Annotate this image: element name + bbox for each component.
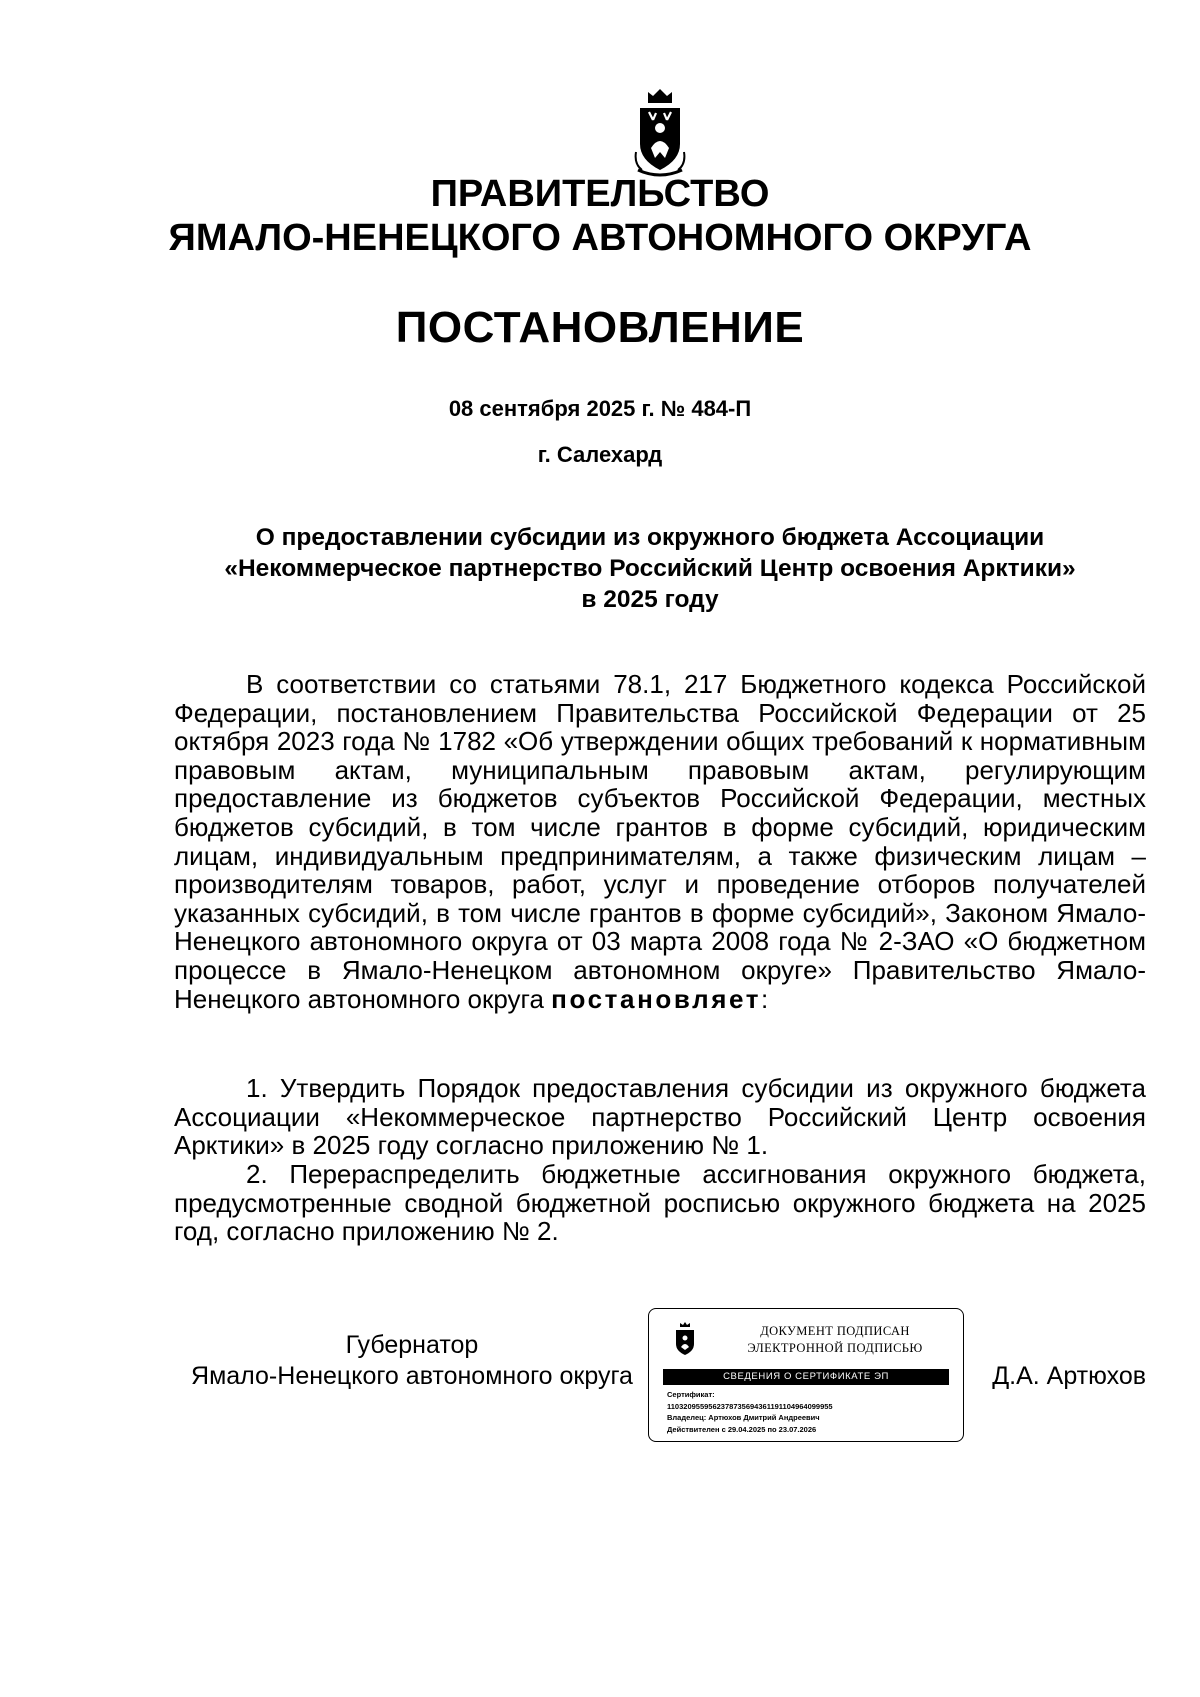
certificate-label: Сертификат: [667, 1390, 715, 1399]
document-number: 08 сентября 2025 г. № 484-П [448, 396, 752, 421]
document-type: ПОСТАНОВЛЕНИЕ [395, 303, 805, 352]
coat-of-arms-icon [632, 86, 688, 178]
electronic-signature-stamp [648, 1308, 964, 1442]
certificate-validity: Действителен с 29.04.2025 по 23.07.2026 [667, 1424, 817, 1434]
subject-line1: О предоставлении субсидии из окружного бюджета Ассоциации [255, 524, 1045, 551]
government-title-line1: ПРАВИТЕЛЬСТВО [430, 173, 770, 215]
preamble-text: В соответствии со статьями 78.1, 217 Бюджетного кодекса Российской Федерации, постановлением Правительства Российской Федерации от 25 октября 2023 года № 1782 «Об утверждении общих требований к нормативным правовым актам, муниципальным правовым актам, регулирующим предоставление из бюджетов субъектов Российской Федерации, местных бюджетов субсидий, в том числе грантов в форме субсидий, юридическим лицам, индивидуальным предпринимателям, а также физическим лицам – производителям товаров, работ, услуг и проведение отборов получателей указанных субсидий, в том числе грантов в форме субсидий», Законом Ямало-Ненецкого автономного округа от 03 марта 2008 года № 2-ЗАО «О бюджетном процессе в Ямало-Ненецком автономном округе» Правительство Ямало-Ненецкого автономного округа [174, 669, 1146, 1014]
resolves-word: постановляет [551, 983, 762, 1014]
government-title-line2: ЯМАЛО-НЕНЕЦКОГО АВТОНОМНОГО ОКРУГА [168, 217, 1032, 259]
stamp-heading-line1: ДОКУМЕНТ ПОДПИСАН [760, 1324, 910, 1338]
resolves-colon: : [761, 983, 769, 1014]
subject-line2: «Некоммерческое партнерство Российский Центр освоения Арктики» [224, 555, 1076, 582]
signatory-position-line2: Ямало-Ненецкого автономного округа [191, 1362, 633, 1390]
signatory-name: Д.А. Артюхов [992, 1362, 1146, 1390]
document-subject [170, 522, 1130, 615]
item1-text: 1. Утвердить Порядок предоставления субсидии из окружного бюджета Ассоциации «Некоммерческое партнерство Российский Центр освоения Арктики» в 2025 году согласно приложению № 1. [174, 1073, 1146, 1161]
certificate-owner: Владелец: Артюхов Дмитрий Андреевич [667, 1413, 820, 1422]
resolution-item-2 [174, 1160, 1146, 1246]
government-title [0, 172, 1200, 260]
preamble-paragraph [174, 670, 1146, 1013]
stamp-emblem-icon [673, 1321, 697, 1357]
stamp-heading-line2: ЭЛЕКТРОННОЙ ПОДПИСЬЮ [747, 1341, 923, 1355]
subject-line3: в 2025 году [581, 586, 719, 613]
stamp-heading [713, 1323, 957, 1357]
stamp-certificate-bar: СВЕДЕНИЯ О СЕРТИФИКАТЕ ЭП [663, 1369, 949, 1385]
signatory-position [172, 1330, 652, 1392]
certificate-number: 1103209559562378735694361191104964099955 [667, 1401, 833, 1411]
stamp-certificate-details [667, 1389, 833, 1435]
item2-text: 2. Перераспределить бюджетные ассигнования окружного бюджета, предусмотренные сводной бюджетной росписью окружного бюджета на 2025 год, согласно приложению № 2. [174, 1159, 1146, 1247]
signatory-position-line1: Губернатор [345, 1331, 479, 1359]
document-city: г. Салехард [537, 442, 663, 467]
resolution-item-1 [174, 1074, 1146, 1160]
